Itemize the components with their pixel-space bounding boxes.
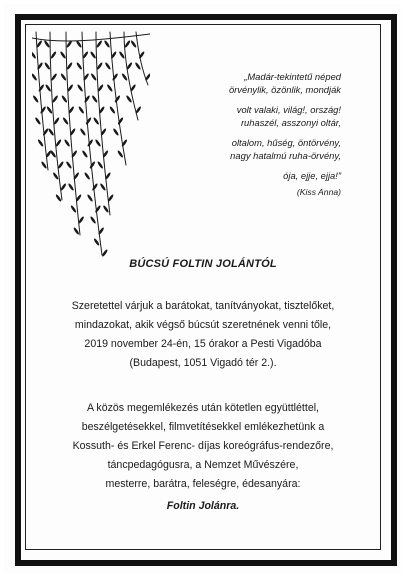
willow-leaf <box>112 128 119 136</box>
tribute-paragraph <box>25 399 381 516</box>
poem-stanza-4 <box>131 169 341 199</box>
willow-leaf <box>90 51 97 59</box>
tribute-line: táncpedagógusra, a Nemzet Művészére, <box>107 459 299 471</box>
willow-leaf <box>91 95 98 103</box>
willow-leaf <box>50 51 57 59</box>
willow-leaf <box>70 205 77 213</box>
willow-leaf <box>41 161 48 169</box>
poem-line: örvénylik, özönlik, mondják <box>228 84 341 95</box>
willow-leaf <box>44 62 51 70</box>
invitation-line: (Budapest, 1051 Vigadó tér 2.). <box>129 357 277 369</box>
willow-leaf <box>61 95 68 103</box>
willow-leaf <box>124 40 131 48</box>
willow-leaf <box>95 139 102 147</box>
willow-leaf <box>87 194 94 202</box>
tribute-line: beszélgetésekkel, filmvetítésekkel emlékezhetünk a <box>81 421 325 433</box>
poem-line: oltalom, hűség, öntörvény, <box>231 137 341 148</box>
poem-stanza-1 <box>131 70 341 96</box>
willow-leaf <box>38 84 45 92</box>
invitation-line: 2019 november 24-én, 15 órakor a Pesti Vigadóba <box>84 338 322 350</box>
invitation-paragraph <box>25 297 381 373</box>
willow-leaf <box>52 172 59 180</box>
willow-leaf <box>90 73 97 81</box>
poem-line: ruhaszél, asszonyi oltár, <box>240 117 341 128</box>
tribute-line: Kossuth- és Erkel Ferenc- díjas koreógráfus-rendezőre, <box>72 440 334 452</box>
invitation-card <box>4 4 401 574</box>
willow-leaf <box>32 95 39 103</box>
willow-leaf <box>50 150 57 158</box>
willow-leaf <box>121 73 128 81</box>
willow-leaf <box>57 161 64 169</box>
willow-leaf <box>32 51 37 59</box>
willow-leaf <box>62 117 69 125</box>
willow-leaf <box>84 172 91 180</box>
willow-leaf <box>52 95 59 103</box>
willow-leaf <box>73 227 80 235</box>
poem-author: (Kiss Anna) <box>296 187 341 197</box>
willow-leaf <box>84 95 91 103</box>
willow-leaf <box>104 62 111 70</box>
willow-leaf <box>89 161 96 169</box>
willow-leaf <box>40 106 47 114</box>
poem-line: „Madár-tekintetű néped <box>244 71 341 82</box>
willow-leaf <box>53 117 60 125</box>
willow-leaf <box>65 161 72 169</box>
poem-line: ója, ejje, ejja!” <box>283 170 341 181</box>
willow-leaf <box>130 40 137 48</box>
willow-leaf <box>78 106 85 114</box>
poem-stanza-3 <box>131 136 341 162</box>
willow-leaf <box>81 150 88 158</box>
poem-quote <box>131 70 341 206</box>
willow-leaf <box>101 249 108 257</box>
willow-leaf <box>90 216 97 224</box>
willow-leaf <box>117 150 124 158</box>
willow-leaf <box>60 73 67 81</box>
willow-leaf <box>64 139 71 147</box>
willow-leaf <box>93 238 100 246</box>
willow-leaf <box>48 128 55 136</box>
willow-leaf <box>109 106 116 114</box>
willow-leaf <box>55 139 62 147</box>
tribute-line: mesterre, barátra, feleségre, édesanyára: <box>105 478 301 490</box>
willow-leaf <box>91 183 98 191</box>
willow-leaf <box>43 40 50 48</box>
willow-leaf <box>79 128 86 136</box>
willow-leaf <box>60 51 67 59</box>
willow-leaf <box>114 95 121 103</box>
willow-leaf <box>93 117 100 125</box>
willow-leaf <box>66 62 73 70</box>
willow-leaf <box>76 62 83 70</box>
willow-leaf <box>106 84 113 92</box>
invitation-line: mindazokat, akik végső búcsút szeretnének venni tőle, <box>74 319 332 331</box>
willow-leaf <box>60 183 67 191</box>
willow-leaf <box>77 84 84 92</box>
poem-line: nagy hatalmú ruha-örvény, <box>230 150 341 161</box>
willow-leaf <box>104 40 111 48</box>
poem-line: volt valaki, világ!, ország! <box>236 104 341 115</box>
willow-leaf <box>68 183 75 191</box>
willow-leaf <box>112 73 119 81</box>
page-title: BÚCSÚ FOLTIN JOLÁNTÓL <box>129 258 277 270</box>
willow-leaf <box>32 73 38 81</box>
willow-leaf <box>99 183 106 191</box>
willow-leaf <box>87 139 94 147</box>
willow-leaf <box>37 139 44 147</box>
honoree-name: Foltin Jolánra. <box>166 500 240 512</box>
willow-leaf <box>97 161 104 169</box>
willow-leaf <box>45 84 52 92</box>
tribute-line: A közös megemlékezés után kötetlen együttléttel, <box>86 402 320 414</box>
willow-leaf <box>134 62 141 70</box>
willow-leaf <box>118 51 125 59</box>
invitation-line: Szeretettel várjuk a barátokat, tanítványokat, tisztelőket, <box>71 300 335 312</box>
willow-leaf <box>34 117 41 125</box>
willow-leaf <box>46 106 53 114</box>
willow-leaf <box>51 73 58 81</box>
poem-stanza-2 <box>131 103 341 129</box>
willow-leaf <box>85 117 92 125</box>
willow-leaf <box>96 40 103 48</box>
willow-leaf <box>102 205 109 213</box>
willow-leaf <box>96 62 103 70</box>
